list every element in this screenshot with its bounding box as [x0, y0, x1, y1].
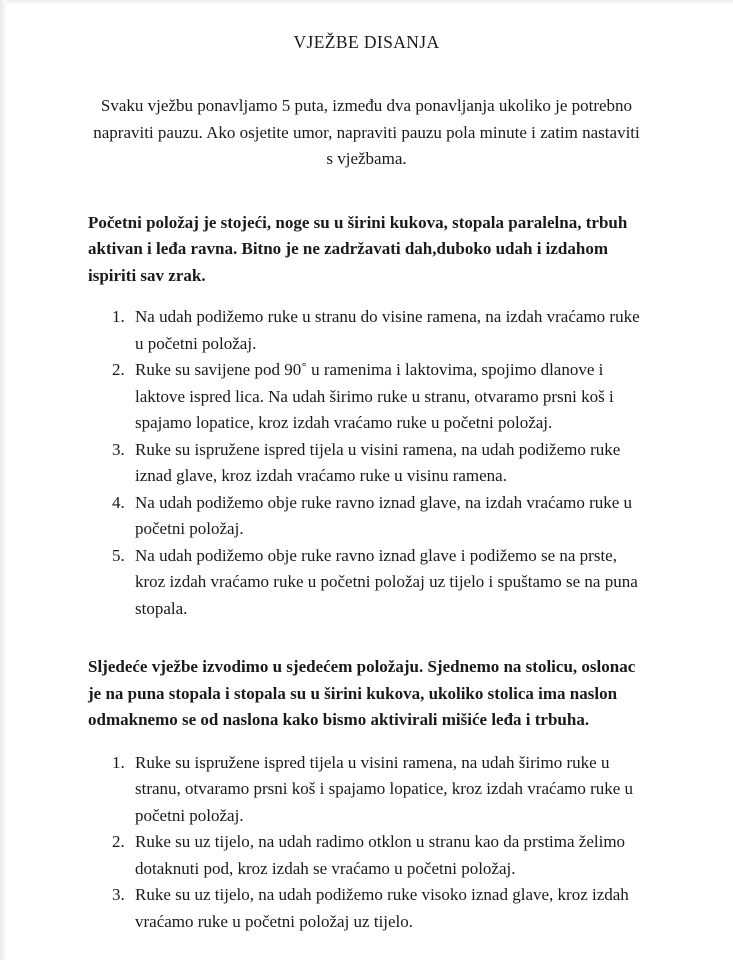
list-item [88, 543, 645, 623]
list-item [88, 882, 645, 935]
section-1-lead-paragraph: Početni položaj je stojeći, noge su u širini kukova, stopala paralelna, trbuh aktivan i leđa ravna. Bitno je ne zadržavati dah,duboko udah i izdahom ispiriti sav zrak. [88, 212, 628, 285]
exercise-text: Ruke su ispružene ispred tijela u visini ramena, na udah širimo ruke u stranu, otvaramo prsni koš i spajamo lopatice, kroz izdah vraćamo ruke u početni položaj. [135, 752, 634, 825]
exercise-text: Na udah podižemo obje ruke ravno iznad glave, na izdah vraćamo ruke u početni položaj. [135, 492, 633, 538]
exercise-text: Ruke su uz tijelo, na udah radimo otklon u stranu kao da prstima želimo dotaknuti pod, kroz izdah se vraćamo u početni položaj. [135, 832, 626, 878]
page-title: VJEŽBE DISANJA [293, 32, 440, 52]
list-item [88, 437, 645, 490]
exercise-text: Ruke su savijene pod 90˚ u ramenima i laktovima, spojimo dlanove i laktove ispred lica. Na udah širimo ruke u stranu, otvaramo prsni koš i spajamo lopatice, kroz izdah vraćamo ruke u početni položaj. [135, 360, 614, 432]
intro-paragraph: Svaku vježbu ponavljamo 5 puta, između dva ponavljanja ukoliko je potrebno napraviti pauzu. Ako osjetite umor, napraviti pauzu pola minute i zatim nastaviti s vježbama. [93, 96, 640, 168]
list-item [88, 490, 645, 543]
exercise-text: Ruke su uz tijelo, na udah podižemo ruke visoko iznad glave, kroz izdah vraćamo ruke u početni položaj uz tijelo. [135, 885, 629, 931]
exercise-list-seated [88, 734, 645, 936]
list-item [88, 750, 645, 830]
list-item [88, 357, 645, 437]
list-item [88, 304, 645, 357]
exercise-list-standing [88, 289, 645, 622]
section-2-lead-paragraph: Sljedeće vježbe izvodimo u sjedećem položaju. Sjednemo na stolicu, oslonac je na puna stopala i stopala su u širini kukova, ukoliko stolica ima naslon odmaknemo se od naslona kako bismo aktivirali mišiće leđa i trbuha. [88, 657, 636, 729]
list-item [88, 829, 645, 882]
exercise-text: Ruke su ispružene ispred tijela u visini ramena, na udah podižemo ruke iznad glave, kroz izdah vraćamo ruke u visinu ramena. [135, 439, 621, 485]
exercise-text: Na udah podižemo ruke u stranu do visine ramena, na izdah vraćamo ruke u početni položaj. [135, 307, 640, 353]
exercise-text: Na udah podižemo obje ruke ravno iznad glave i podižemo se na prste, kroz izdah vraćamo ruke u početni položaj uz tijelo i spuštamo se na puna stopala. [135, 545, 638, 618]
